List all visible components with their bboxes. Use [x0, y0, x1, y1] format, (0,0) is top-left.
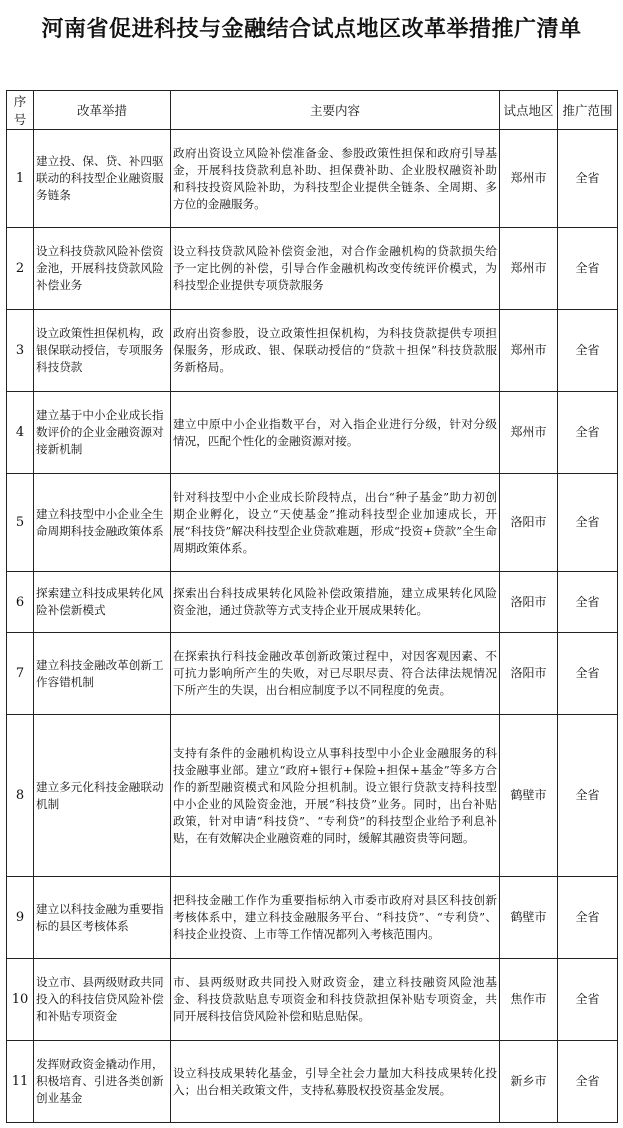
row-measure: 设立政策性担保机构，政银保联动授信，专项服务科技贷款 — [34, 310, 171, 392]
row-pilot-area: 郑州市 — [500, 310, 558, 392]
row-measure: 发挥财政资金撬动作用，积极培育、引进各类创新创业基金 — [34, 1041, 171, 1123]
row-measure: 建立科技型中小企业全生命周期科技金融政策体系 — [34, 474, 171, 572]
row-content: 探索出台科技成果转化风险补偿政策措施，建立成果转化风险资金池，通过贷款等方式支持企业开展成果转化。 — [171, 572, 500, 633]
row-scope: 全省 — [558, 715, 618, 877]
row-number: 10 — [7, 959, 34, 1041]
header-measure: 改革举措 — [34, 91, 171, 130]
row-scope: 全省 — [558, 572, 618, 633]
row-pilot-area: 新乡市 — [500, 1041, 558, 1123]
row-pilot-area: 郑州市 — [500, 228, 558, 310]
table-row — [7, 1041, 618, 1123]
row-measure: 建立科技金融改革创新工作容错机制 — [34, 633, 171, 715]
table-row — [7, 130, 618, 228]
table-row — [7, 633, 618, 715]
row-measure: 建立以科技金融为重要指标的县区考核体系 — [34, 877, 171, 959]
table-header-row — [7, 91, 618, 130]
row-measure: 探索建立科技成果转化风险补偿新模式 — [34, 572, 171, 633]
table-row — [7, 228, 618, 310]
row-measure: 建立基于中小企业成长指数评价的企业金融资源对接新机制 — [34, 392, 171, 474]
row-pilot-area: 鹤壁市 — [500, 715, 558, 877]
row-number: 8 — [7, 715, 34, 877]
row-scope: 全省 — [558, 1041, 618, 1123]
table-row — [7, 715, 618, 877]
row-content: 市、县两级财政共同投入财政资金，建立科技融资风险池基金、科技贷款贴息专项资金和科技贷款担保补贴专项资金，共同开展科技信贷风险补偿和贴息贴保。 — [171, 959, 500, 1041]
row-content: 政府出资参股，设立政策性担保机构，为科技贷款提供专项担保服务，形成政、银、保联动授信的“贷款＋担保”科技贷款服务新格局。 — [171, 310, 500, 392]
page-title: 河南省促进科技与金融结合试点地区改革举措推广清单 — [41, 17, 582, 42]
row-scope: 全省 — [558, 959, 618, 1041]
row-content: 建立中原中小企业指数平台，对入指企业进行分级，针对分级情况，匹配个性化的金融资源对接。 — [171, 392, 500, 474]
table-row — [7, 392, 618, 474]
row-content: 针对科技型中小企业成长阶段特点，出台“种子基金”助力初创期企业孵化，设立“天使基金”推动科技型企业加速成长，开展“科技贷”解决科技型企业贷款难题，形成“投资+贷款”全生命周期政策体系。 — [171, 474, 500, 572]
row-content: 支持有条件的金融机构设立从事科技型中小企业金融服务的科技金融事业部。建立“政府+银行+保险+担保+基金”等多方合作的新型融资模式和风险分担机制。设立银行贷款支持科技型中小企业的风险资金池，开展“科技贷”业务。同时，出台补贴政策，针对申请“科技贷”、“专利贷”的科技型企业给予利息补贴，在有效解决企业融资难的同时，缓解其融资贵等问题。 — [171, 715, 500, 877]
row-pilot-area: 洛阳市 — [500, 633, 558, 715]
table-row — [7, 572, 618, 633]
row-pilot-area: 洛阳市 — [500, 474, 558, 572]
measures-table — [6, 90, 618, 1123]
row-scope: 全省 — [558, 130, 618, 228]
row-measure: 建立投、保、贷、补四驱联动的科技型企业融资服务链条 — [34, 130, 171, 228]
table-row — [7, 474, 618, 572]
row-content: 设立科技成果转化基金，引导全社会力量加大科技成果转化投入；出台相关政策文件，支持私募股权投资基金发展。 — [171, 1041, 500, 1123]
header-content: 主要内容 — [171, 91, 500, 130]
row-pilot-area: 洛阳市 — [500, 572, 558, 633]
row-scope: 全省 — [558, 392, 618, 474]
row-scope: 全省 — [558, 633, 618, 715]
row-number: 3 — [7, 310, 34, 392]
header-number: 序号 — [7, 91, 34, 130]
table-row — [7, 959, 618, 1041]
row-measure: 设立科技贷款风险补偿资金池，开展科技贷款风险补偿业务 — [34, 228, 171, 310]
row-pilot-area: 焦作市 — [500, 959, 558, 1041]
row-scope: 全省 — [558, 228, 618, 310]
header-scope: 推广范围 — [558, 91, 618, 130]
row-number: 11 — [7, 1041, 34, 1123]
row-content: 在探索执行科技金融改革创新政策过程中，对因客观因素、不可抗力影响所产生的失败，对已尽职尽责、符合法律法规情况下所产生的失误，出台相应制度予以不同程度的免责。 — [171, 633, 500, 715]
header-pilot-area: 试点地区 — [500, 91, 558, 130]
table-row — [7, 877, 618, 959]
row-pilot-area: 鹤壁市 — [500, 877, 558, 959]
row-number: 6 — [7, 572, 34, 633]
row-number: 9 — [7, 877, 34, 959]
row-pilot-area: 郑州市 — [500, 392, 558, 474]
row-content: 把科技金融工作作为重要指标纳入市委市政府对县区科技创新考核体系中，建立科技金融服务平台、“科技贷”、“专利贷”、科技企业投资、上市等工作情况都列入考核范围内。 — [171, 877, 500, 959]
row-content: 政府出资设立风险补偿准备金、参股政策性担保和政府引导基金，开展科技贷款利息补助、担保费补助、企业股权融资补助和科技投资风险补助，为科技型企业提供全链条、全周期、多方位的金融服务。 — [171, 130, 500, 228]
row-scope: 全省 — [558, 877, 618, 959]
row-scope: 全省 — [558, 474, 618, 572]
row-content: 设立科技贷款风险补偿资金池，对合作金融机构的贷款损失给予一定比例的补偿，引导合作金融机构改变传统评价模式，为科技型企业提供专项贷款服务 — [171, 228, 500, 310]
row-scope: 全省 — [558, 310, 618, 392]
row-number: 2 — [7, 228, 34, 310]
row-number: 7 — [7, 633, 34, 715]
table-row — [7, 310, 618, 392]
row-number: 4 — [7, 392, 34, 474]
row-pilot-area: 郑州市 — [500, 130, 558, 228]
row-number: 5 — [7, 474, 34, 572]
row-measure: 设立市、县两级财政共同投入的科技信贷风险补偿和补贴专项资金 — [34, 959, 171, 1041]
row-measure: 建立多元化科技金融联动机制 — [34, 715, 171, 877]
row-number: 1 — [7, 130, 34, 228]
